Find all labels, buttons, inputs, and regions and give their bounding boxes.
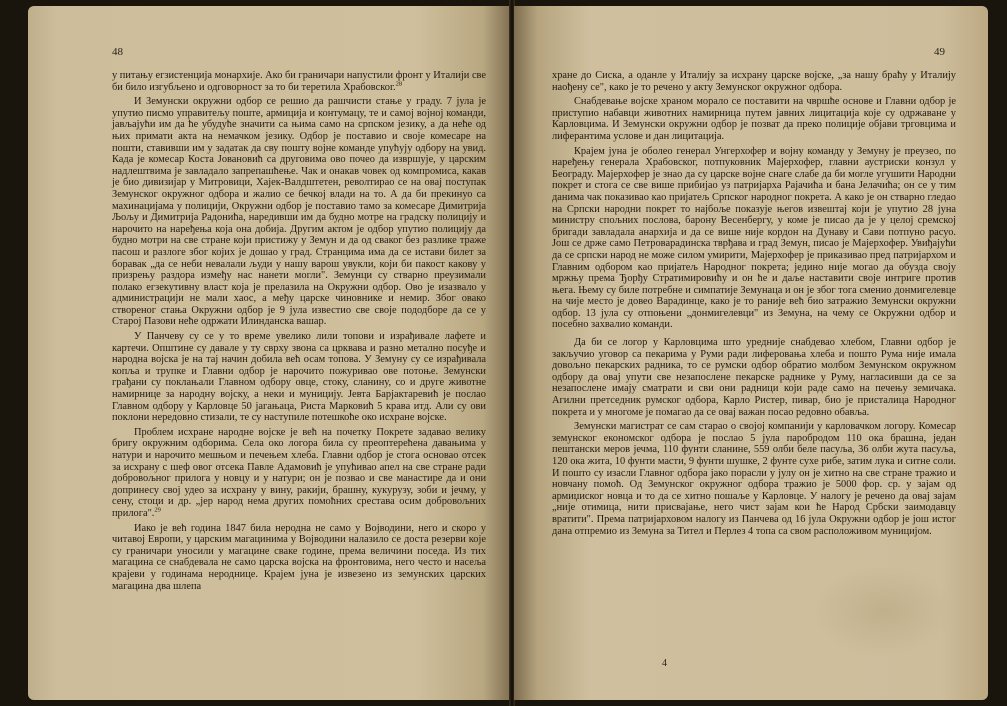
- paragraph: Снабдевање војске храном морало се поставити на чвршће основе и Главни одбор је приступио набавци животних намирница путем јавних лицитација које су одржаване у Карловцима. И Земунски окружни одбор је позват да преко полиције објави трговцима и лиферантима услове и дан лицитација.: [552, 96, 956, 142]
- left-page: [28, 6, 512, 700]
- left-page-body: [112, 70, 486, 592]
- left-page-number: 48: [112, 46, 123, 58]
- paragraph: И Земунски окружни одбор се решио да рашчисти стање у граду. 7 јула је упутио писмо управитељу поште, армиција и контумацу, те и самој војној команди, јављајући им да ће убудуће значити са њима само на српском језику, а да неће од њих примати акта на немачком језику. Одбор је поставио и своје комесаре на пошти, ставивши им у задатак да сву пошту војне команде упућују одбору на увид. Када је комесар Коста Јовановић са друговима ово почео да извршује, у царским надлештвима је завладало запрепашћење. Чак и онакав човек од компромиса, какав је био дивизијар у Митровици, Хајек-Валдштетен, револтирао се на овај поступак Земунског окружног одбора и жалио се бечкој влади на то. А да би прекинуо са махинацијама у полицији, Окружни одбор је поставио тамо за комесаре Димитрија Љољу и Димитрија Радонића, наредивши им да будно мотре на градску полицију и нарочито на наређења која она добија. Другим актом је одбор упутио полицију да будно мотри на све стране који пристижу у Земун и да од сваког без разлике траже пасош и разлоге због којих је дошао у град. Странцима има да се истави билет за боравак „да се неби невалали људи у нашу варош увукли, који би пакост какову у призрењу раздора између нас нанети могли". Земунци су стварно преузимали полако егзекутивну власт која је прелазила на Окружни одбор. Ово је изазвало у администрацији не мали хаос, а међу царске чиновнике и немир. Због овако створеног стања Окружни одбор је 9 јула известио све своје пододборе да се у Старој Пазови неће одржати Илинданска вашар.: [112, 96, 486, 328]
- printer-signature-mark: 4: [662, 658, 667, 669]
- footnote-ref: 29: [154, 506, 161, 514]
- paper-stain: [814, 566, 954, 656]
- paragraph-text: у питању егзистенција монархије. Ако би граничари напустили фронт у Италији све би било изгубљено и одговорност за то би теретила Храбовског.: [112, 70, 487, 93]
- paragraph: Крајем јуна је оболео генерал Унгерхофер и војну команду у Земуну је преузео, по наређењу генерала Храбовског, потпуковник Мајерхофер, главни аустриски конзул у Београду. Мајерхофер је знао да су царске војне снаге слабе да би могле угушити Народни покрет и стога се све више прибијао уз патријарха Рајачића и бана Јелачића; он се у тим данима чак показивао као пријатељ Српског народног покрета. А како је он стварно гледао на Српски народни покрет то најбоље показује његов извештај који је упутио 28 јуна министру спољних послова, барону Весенбергу, у коме је писао да је у целој сремској бригади завладала анархија и да се више није кордон на Дунаву и Сави потпуно расуо. Још се држе само Петроварадинска тврђава и град Земун, писао је Мајерхофер. Увиђајући да се српски народ не може силом умирити, Мајерхофер је приказивао пред патријархом и Главним одбором као пријатељ Народног покрета; једино није могао да обузда своју мржњу према Ђорђу Стратимировићу и он ће и даље наставити своје интриге против њега. Њему су биле потребне и симпатије Земунаца и он је због тога сменио донмигелевце на чије место је довео Варадинце, како је то раније већ био затражио Земунски окружни одбор. 13 јула су отпоњени „донмигелевци" из Земуна, на чему се Окружни одбор и посебно захвалио команди.: [552, 145, 956, 331]
- paragraph: хране до Сиска, а оданле у Италију за исхрану царске војске, „за нашу браћу у Италију наођену се", како је то речено у акту Земунског окружног одбора.: [552, 70, 956, 93]
- paragraph: У Панчеву су се у то време увелико лили топови и израђивале лафете и картечи. Општине су давале у ту сврху звона са црквава и разно метално посуђе и народна војска је на тај начин добила већ осам топова. У Земуну су се израђивала копља и трупке и Главни одбор је нарочито пожуривао ове потоње. Земунски грађани су поклањали Главном одбору овце, стоку, сланину, со и друге животне намирнице за народну војску, а неки и муницију. Јевта Барјактаревић је послао Главном одбору у Карловце 50 јагањаца, Риста Марковић 5 крава итд. Али су ови поклони нередовно стизали, те су наступиле потешкоће око исхране војске.: [112, 331, 486, 424]
- right-page-body: [552, 70, 956, 537]
- paragraph: [552, 421, 956, 537]
- right-page-number: 49: [934, 46, 945, 58]
- footnote-ref: 28: [395, 80, 403, 88]
- paragraph: Иако је већ година 1847 била неродна не само у Војводини, него и скоро у читавој Европи, у царским магацинима у Војводини налазило се доста резерви које су граничари уносили у магацине сваке године, према величини поседа. Из тих магацина се снабдевала не само царска војска на фронтовима, него често и насеља крајеви у годинама нероднице. Крајем јуна је извезено из земунских царских магацина два шлепа: [112, 522, 486, 592]
- right-page: [514, 6, 988, 700]
- paragraph: [112, 70, 486, 93]
- paragraph-text: Земунски магистрат се сам старао о својој компанији у карловачком логору. Комесар земунског економског одбора је послао 5 јула паробродом 110 ока брашна, један пештански меров јечма, 110 фунти сланине, 559 олби беле пасуља, 36 олби жута пасуља, 120 ока жита, 10 фунти масти, 9 фунти шушке, 2 фунте сухе рибе, затим лука и ситне соли. И пошто су изасли Главног одбора јако порасли у јулу он је хитно на све стране тражио и новчану помоћ. Од Земунског окружног одбора тражио је 5000 фор. ср. у зајам од армиџиског новца и то да се хитно пошаље у Карловце. У налогу је речено да овај зајам „није отимица, нити присвајање, него чист зајам кои ће Народ Србски заимодавцу вратити". Према патријарховом налогу из Панчева од 16 јула Окружни одбор је још истог дана отпремио из Земуна за Тител и Перлез 4 топа са свом расположивом муницијом.: [552, 421, 956, 537]
- paragraph: Да би се логор у Карловцима што уредније снабдевао хлебом, Главни одбор је закључио уговор са пекарима у Руми ради лиферовања хлеба и пошто Рума није имала довољно пекарских радника, то се румски одбор обратио молбом Земунском окружном одбору да овај упути све незапослене пекарске раднике у Руму, нагласивши да се за незапослене имају сматрати и сви они радници који раде само на печењу земичака. Агилни претседник румског одбора, Карло Ристер, пивар, био је присталица Народног покрета и у многоме је помагао да се овај важан посао редовно обавља.: [552, 337, 956, 418]
- paragraph-text: Проблем исхране народне војске је већ на почетку Покрете задавао велику бригу окружним одборима. Села око логора била су преоптерећена давањима у натури и нарочито мешњом и печењем хлеба. Главни одбор је стога основао отсек за исхрану с шеф овог отсека Павле Адамовић је упућивао апел на све стране ради добровољног прилога у новцу и у натури; он је позвао и све манастире да и они допринесу свој удео за исхрану у вину, ракији, брашну, кукурузу, зоби и јечму, у сену, стоци и др. „јер народ нема других помоћних срестава осим добровољних прилога".: [112, 426, 486, 519]
- paragraph: [112, 427, 486, 520]
